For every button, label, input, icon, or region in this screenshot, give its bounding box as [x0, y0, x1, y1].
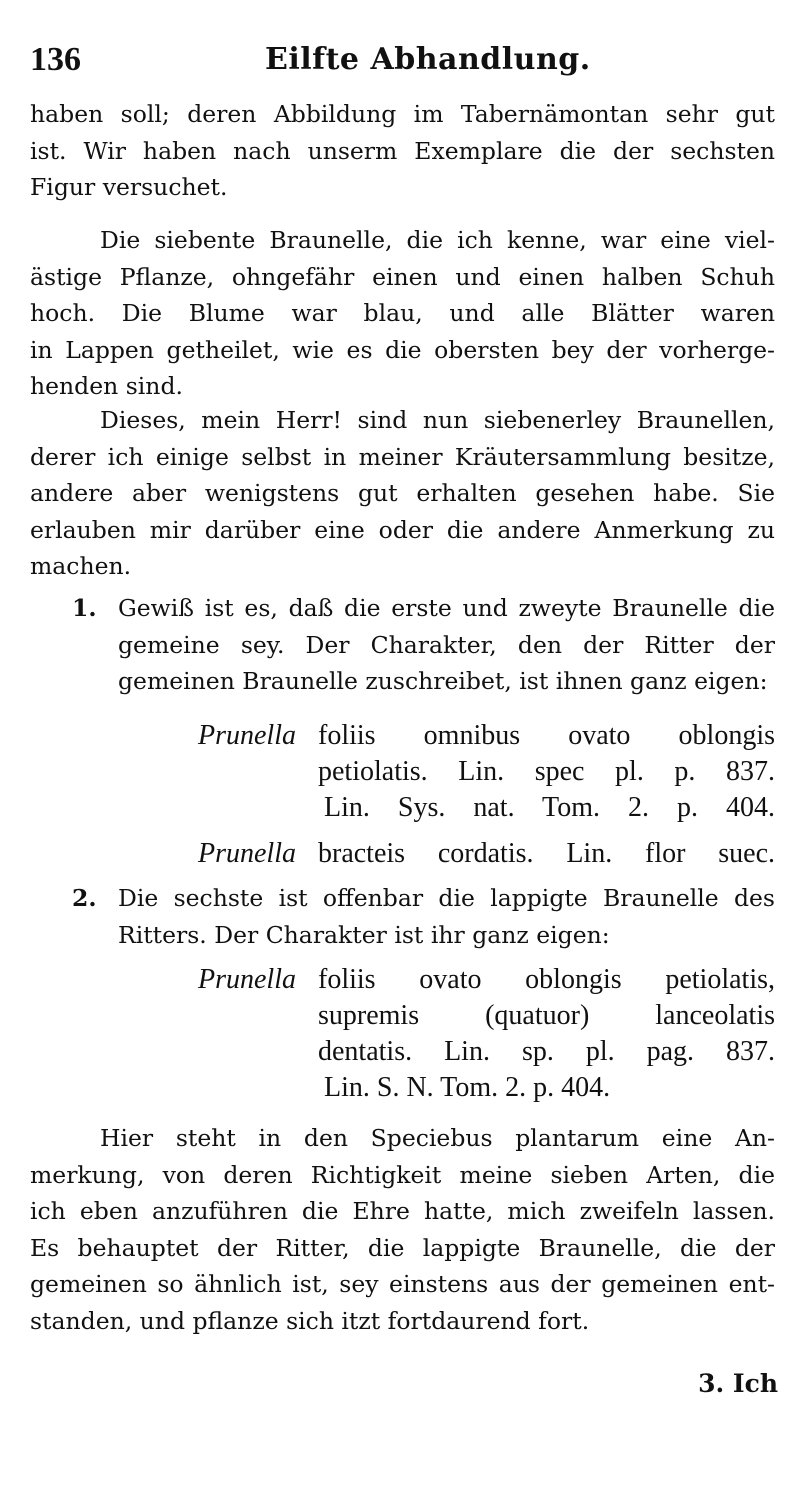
text-line: erlauben mir darüber eine oder die andere Anmerkung zu [30, 515, 775, 544]
text-line: machen. [30, 552, 132, 580]
latin-line: bracteis cordatis. Lin. flor suec. [318, 838, 775, 869]
text-line: gemeine sey. Der Charakter, den der Ritter der [118, 630, 775, 659]
latin-line: dentatis. Lin. sp. pl. pag. 837. [318, 1036, 775, 1067]
genus-name: Prunella [198, 964, 296, 995]
text-line: hoch. Die Blume war blau, und alle Blätter waren [30, 299, 775, 327]
text-line: ich eben anzuführen die Ehre hatte, mich zweifeln lassen. [30, 1197, 775, 1225]
text-line: gemeinen Braunelle zuschreibet, ist ihnen ganz eigen: [118, 667, 768, 695]
text-line: Hier steht in den Speciebus plantarum eine An- [100, 1124, 775, 1152]
text-line: gemeinen so ähnlich ist, sey einstens aus der gemeinen ent- [30, 1270, 775, 1298]
paragraph-4 [30, 1120, 775, 1339]
item-number-1: 1. [72, 594, 97, 622]
latin-line: Lin. Sys. nat. Tom. 2. p. 404. [324, 792, 775, 823]
text-line: derer ich einige selbst in meiner Kräutersammlung besitze, [30, 442, 775, 471]
latin-line: supremis (quatuor) lanceolatis [318, 1000, 775, 1031]
latin-diagnosis-2 [318, 836, 775, 872]
text-line: standen, und pflanze sich itzt fortdaurend fort. [30, 1306, 590, 1335]
text-line: Die sechste ist offenbar die lappigte Braunelle des [118, 884, 775, 912]
text-line: Ritters. Der Charakter ist ihr ganz eigen: [118, 920, 610, 949]
latin-line: Lin. S. N. Tom. 2. p. 404. [324, 1072, 611, 1103]
latin-line: foliis omnibus ovato oblongis [318, 720, 775, 751]
text-line: ist. Wir haben nach unserm Exemplare die der sechsten [30, 136, 775, 165]
running-head: Eilfte Abhandlung. [265, 42, 591, 77]
genus-name: Prunella [198, 838, 296, 869]
text-line: Dieses, mein Herr! sind nun siebenerley Braunellen, [100, 406, 775, 434]
text-line: Die siebente Braunelle, die ich kenne, war eine viel- [100, 226, 775, 254]
text-line: ästige Pflanze, ohngefähr einen und einen halben Schuh [30, 262, 775, 291]
latin-line: foliis ovato oblongis petiolatis, [318, 964, 775, 995]
item-2-text [118, 880, 775, 953]
text-line: haben soll; deren Abbildung im Tabernämontan sehr gut [30, 100, 775, 128]
text-line: Figur versuchet. [30, 173, 228, 201]
paragraph-3 [30, 402, 775, 585]
latin-diagnosis-1 [318, 718, 775, 826]
text-line: Es behauptet der Ritter, die lappigte Braunelle, die der [30, 1233, 775, 1262]
latin-line: petiolatis. Lin. spec pl. p. 837. [318, 756, 775, 787]
paragraph-2 [30, 222, 775, 405]
genus-name: Prunella [198, 720, 296, 751]
item-number-2: 2. [72, 884, 97, 912]
page-number: 136 [30, 41, 81, 78]
text-line: merkung, von deren Richtigkeit meine sieben Arten, die [30, 1160, 775, 1189]
page-header [30, 38, 775, 84]
catchword: 3. Ich [698, 1369, 778, 1398]
text-line: andere aber wenigstens gut erhalten gesehen habe. Sie [30, 479, 775, 507]
paragraph-1 [30, 96, 775, 206]
text-line: Gewiß ist es, daß die erste und zweyte Braunelle die [118, 594, 775, 622]
text-line: henden sind. [30, 372, 183, 400]
latin-diagnosis-3 [318, 962, 775, 1106]
item-1-text [118, 590, 775, 700]
text-line: in Lappen getheilet, wie es die obersten bey der vorherge- [30, 335, 775, 364]
